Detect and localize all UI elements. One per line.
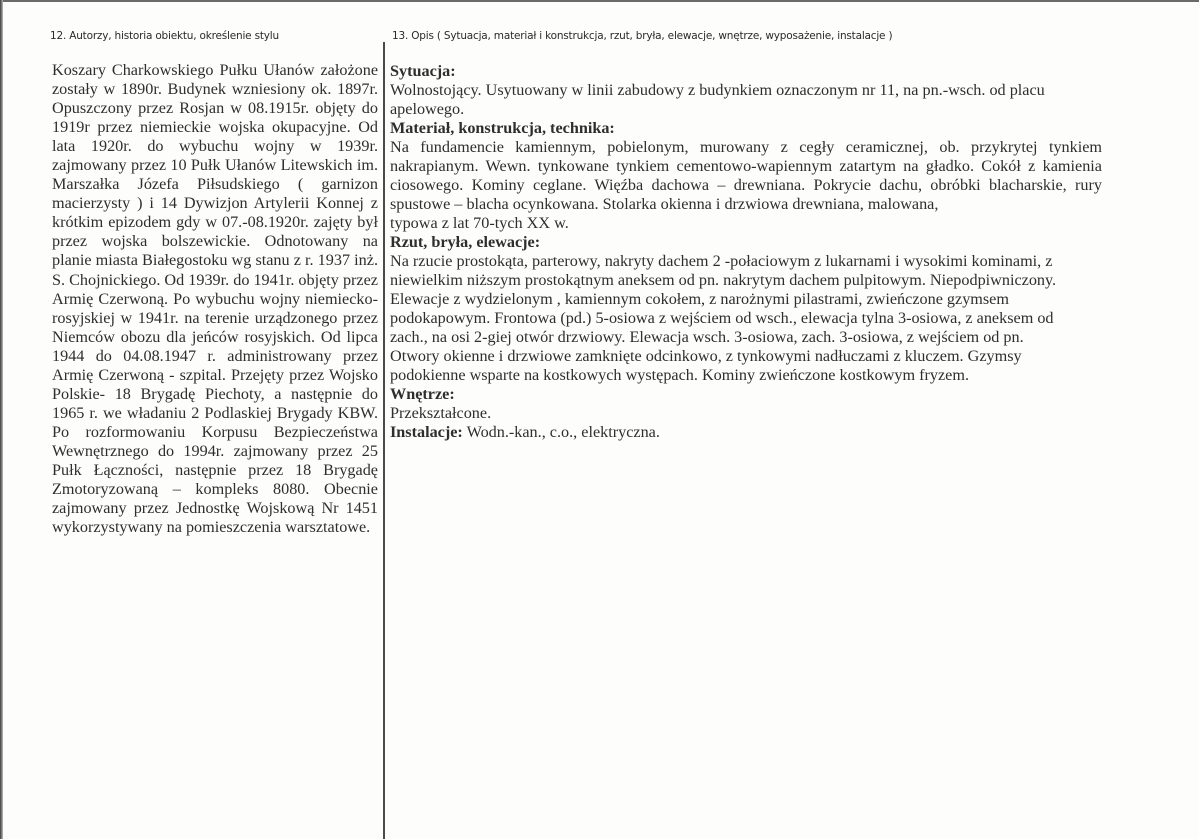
instalacje-line <box>390 423 1102 442</box>
history-column <box>52 61 378 537</box>
material-heading: Materiał, konstrukcja, technika: <box>390 119 615 137</box>
material-text: Na fundamencie kamiennym, pobielonym, murowany z cegły ceramicznej, ob. przykrytej tynkiem nakrapianym. Wewn. tynkowane tynkiem cementowo-wapiennym zatartym na gładko. Cokół z kamienia ciosowego. Kominy ceglane. Więźba dachowa – drewniana. Pokrycie dachu, obróbki blacharskie, rury spustowe – blacha ocynkowana. Stolarka okienna i drzwiowa drewniana, malowana, <box>390 138 1102 213</box>
rzut-heading: Rzut, bryła, elewacje: <box>390 233 541 251</box>
section-12-header: 12. Autorzy, historia obiektu, określenie stylu <box>50 30 279 42</box>
rzut-line: Elewacje z wydzielonym , kamiennym cokołem, z narożnymi pilastrami, zwieńczone gzymsem <box>390 290 1009 308</box>
rzut-line: niewielkim niższym prostokątnym aneksem od pn. nakrytym dachem pulpitowym. Niepodpiwniczony. <box>390 271 1057 289</box>
rzut-line: podokapowym. Frontowa (pd.) 5-osiowa z wejściem od wsch., elewacja tylna 3-osiowa, z aneksem od <box>390 309 1054 327</box>
material-text-last: typowa z lat 70-tych XX w. <box>390 214 569 232</box>
rzut-line: zach., na osi 2-giej otwór drzwiowy. Elewacja wsch. 3-osiowa, zach. 3-osiowa, z wejściem od pn. <box>390 328 1024 346</box>
wnetrze-text: Przekształcone. <box>390 404 492 422</box>
scan-left-edge <box>0 0 3 839</box>
sytuacja-text: Wolnostojący. Usytuowany w linii zabudowy z budynkiem oznaczonym nr 11, na pn.-wsch. od placu apelowego. <box>390 81 1045 118</box>
rzut-line: Otwory okienne i drzwiowe zamknięte odcinkowo, z tynkowymi nadłuczami z kluczem. Gzymsy <box>390 347 1022 365</box>
sytuacja-heading: Sytuacja: <box>390 62 456 80</box>
rzut-line: podokienne wsparte na kostkowych występach. Kominy zwieńczone kostkowym fryzem. <box>390 366 970 384</box>
instalacje-text: Wodn.-kan., c.o., elektryczna. <box>462 423 660 441</box>
scan-top-edge <box>0 0 1199 2</box>
history-text: Koszary Charkowskiego Pułku Ułanów założone zostały w 1890r. Budynek wzniesiony ok. 1897r. Opuszczony przez Rosjan w 08.1915r. objęty do 1919r przez niemieckie wojska okupacyjne. Od lata 1920r. do wybuchu wojny w 1939r. zajmowany przez 10 Pułk Ułanów Litewskich im. Marszałka Józefa Piłsudskiego ( garnizon macierzysty ) i 14 Dywizjon Artylerii Konnej z krótkim epizodem gdy w 07.-08.1920r. zajęty był przez wojska bolszewickie. Odnotowany na planie miasta Białegostoku wg stanu z r. 1937 inż. S. Chojnickiego. Od 1939r. do 1941r. objęty przez Armię Czerwoną. Po wybuchu wojny niemiecko-rosyjskiej w 1941r. na terenie urządzonego przez Niemców obozu dla jeńców rosyjskich. Od lipca 1944 do 04.08.1947 r. administrowany przez Armię Czerwoną - szpital. Przejęty przez Wojsko Polskie- 18 Brygadę Piechoty, a następnie do 1965 r. we władaniu 2 Podlaskiej Brygady KBW. Po rozformowaniu Korpusu Bezpieczeństwa Wewnętrznego do 1994r. zajmowany przez 25 Pułk Łączności, następnie przez 18 Brygadę Zmotoryzowaną – kompleks 8080. Obecnie zajmowany przez Jednostkę Wojskową Nr 1451 wykorzystywany na pomieszczenia warsztatowe. <box>52 61 378 537</box>
description-column <box>390 62 1102 442</box>
rzut-line: Na rzucie prostokąta, parterowy, nakryty dachem 2 -połaciowym z lukarnami i wysokimi kominami, z <box>390 252 1053 270</box>
instalacje-heading: Instalacje: <box>390 423 463 441</box>
wnetrze-heading: Wnętrze: <box>390 385 455 403</box>
section-13-header: 13. Opis ( Sytuacja, materiał i konstrukcja, rzut, bryła, elewacje, wnętrze, wyposażenie, instalacje ) <box>392 30 893 42</box>
column-divider <box>383 42 385 839</box>
